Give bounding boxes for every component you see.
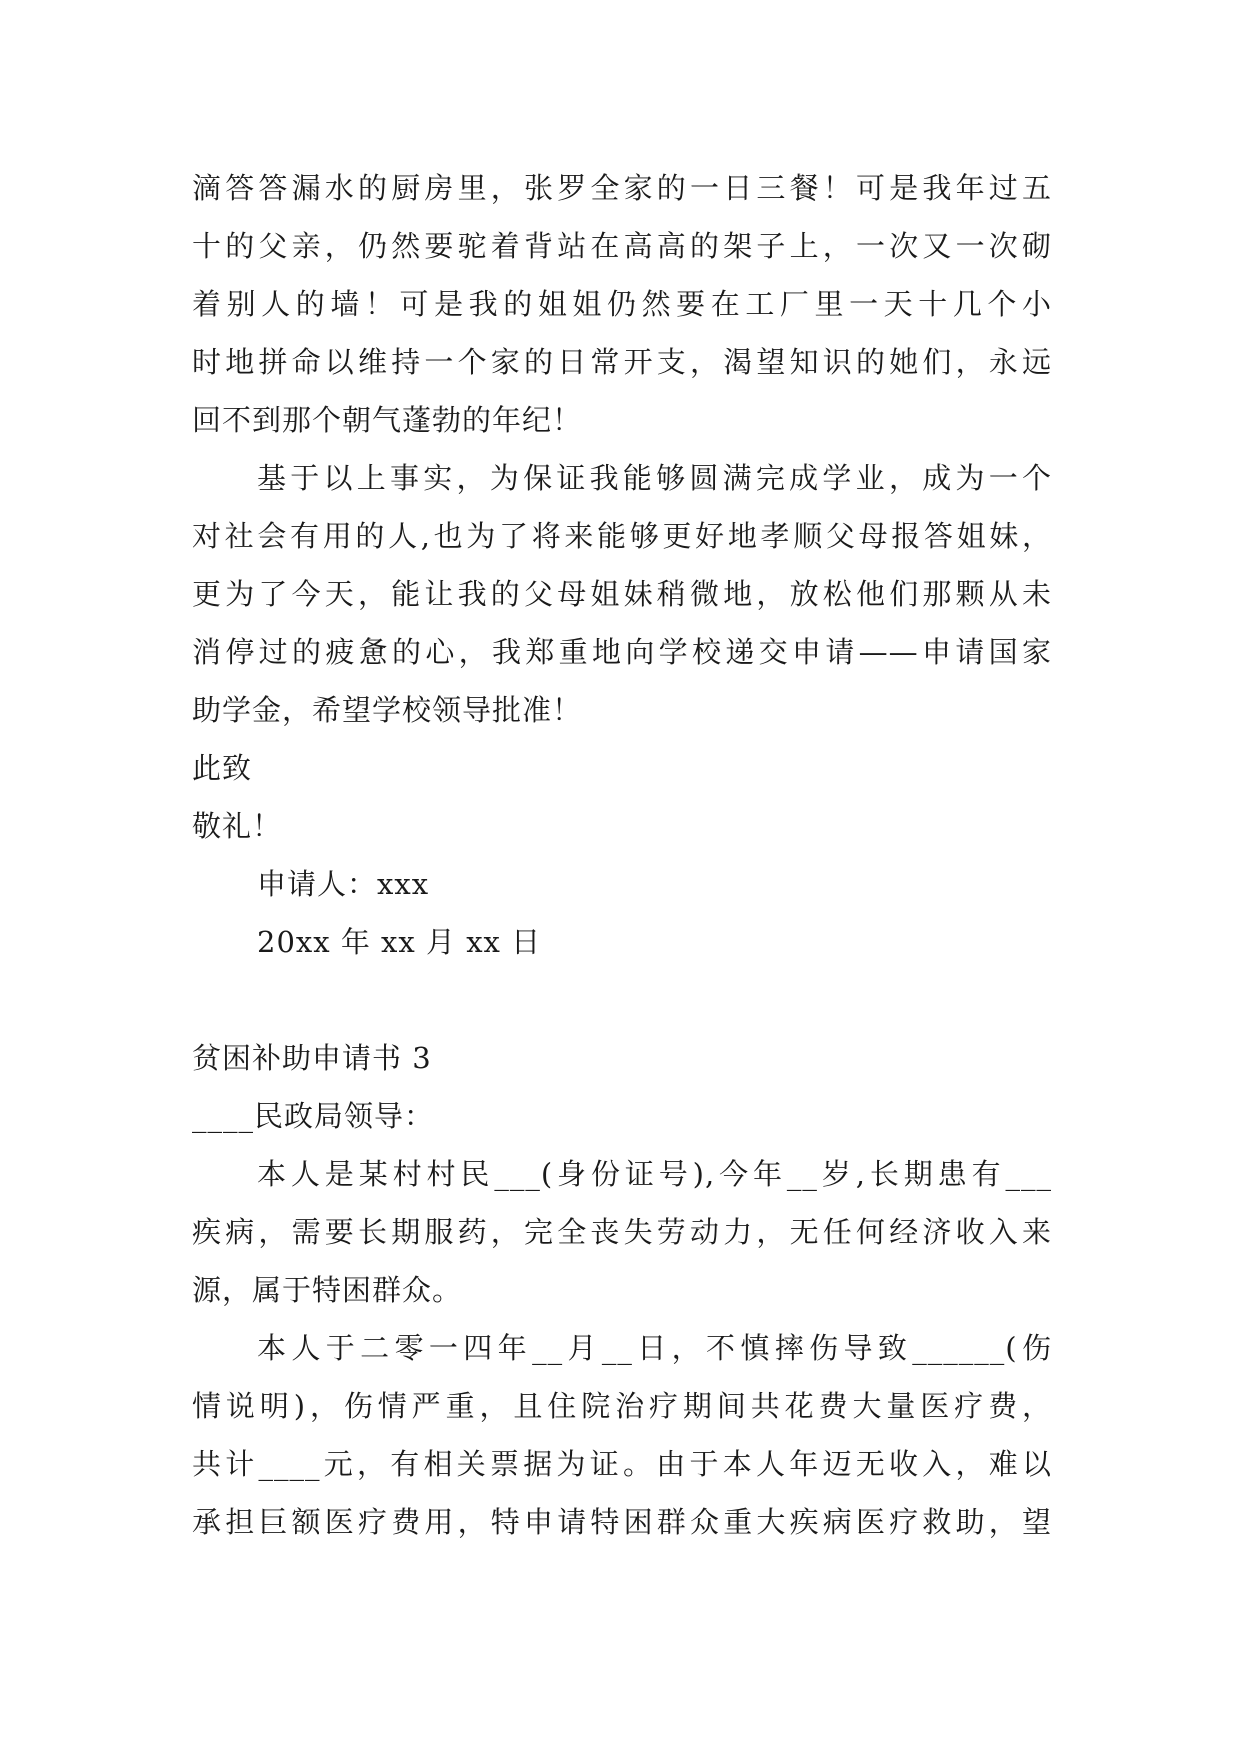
salutation: 敬礼！ (192, 809, 283, 843)
paragraph-line: 情说明)，伤情严重，且住院治疗期间共花费大量医疗费， (192, 1389, 1052, 1423)
section-title: 贫困补助申请书 3 (192, 1041, 432, 1075)
paragraph-line: 共计____元，有相关票据为证。由于本人年迈无收入，难以 (192, 1447, 1052, 1481)
applicant-signature: 申请人：xxx (257, 867, 430, 901)
paragraph-line: 对社会有用的人,也为了将来能够更好地孝顺父母报答姐妹， (192, 519, 1052, 553)
paragraph-line: 滴答答漏水的厨房里，张罗全家的一日三餐！可是我年过五 (192, 171, 1052, 205)
paragraph-line: 十的父亲，仍然要驼着背站在高高的架子上，一次又一次砌 (192, 229, 1052, 263)
paragraph-line: 本人于二零一四年__月__日，不慎摔伤导致______(伤 (257, 1331, 1052, 1365)
paragraph-line: 本人是某村村民___(身份证号),今年__岁,长期患有___ (257, 1157, 1052, 1191)
salutation: 此致 (192, 751, 253, 785)
paragraph-line: 基于以上事实，为保证我能够圆满完成学业，成为一个 (257, 461, 1052, 495)
paragraph-line: 源，属于特困群众。 (192, 1273, 463, 1307)
signature-date: 20xx 年 xx 月 xx 日 (257, 925, 542, 959)
paragraph-line: 消停过的疲惫的心，我郑重地向学校递交申请——申请国家 (192, 635, 1052, 669)
paragraph-line: 时地拼命以维持一个家的日常开支，渴望知识的她们，永远 (192, 345, 1052, 379)
paragraph-line: 着别人的墙！可是我的姐姐仍然要在工厂里一天十几个小 (192, 287, 1052, 321)
addressee: ____民政局领导： (192, 1099, 435, 1133)
paragraph-line: 回不到那个朝气蓬勃的年纪！ (192, 403, 583, 437)
paragraph-line: 更为了今天，能让我的父母姐妹稍微地，放松他们那颗从未 (192, 577, 1052, 611)
paragraph-line: 疾病，需要长期服药，完全丧失劳动力，无任何经济收入来 (192, 1215, 1052, 1249)
paragraph-line: 承担巨额医疗费用，特申请特困群众重大疾病医疗救助，望 (192, 1505, 1052, 1539)
paragraph-line: 助学金，希望学校领导批准！ (192, 693, 583, 727)
